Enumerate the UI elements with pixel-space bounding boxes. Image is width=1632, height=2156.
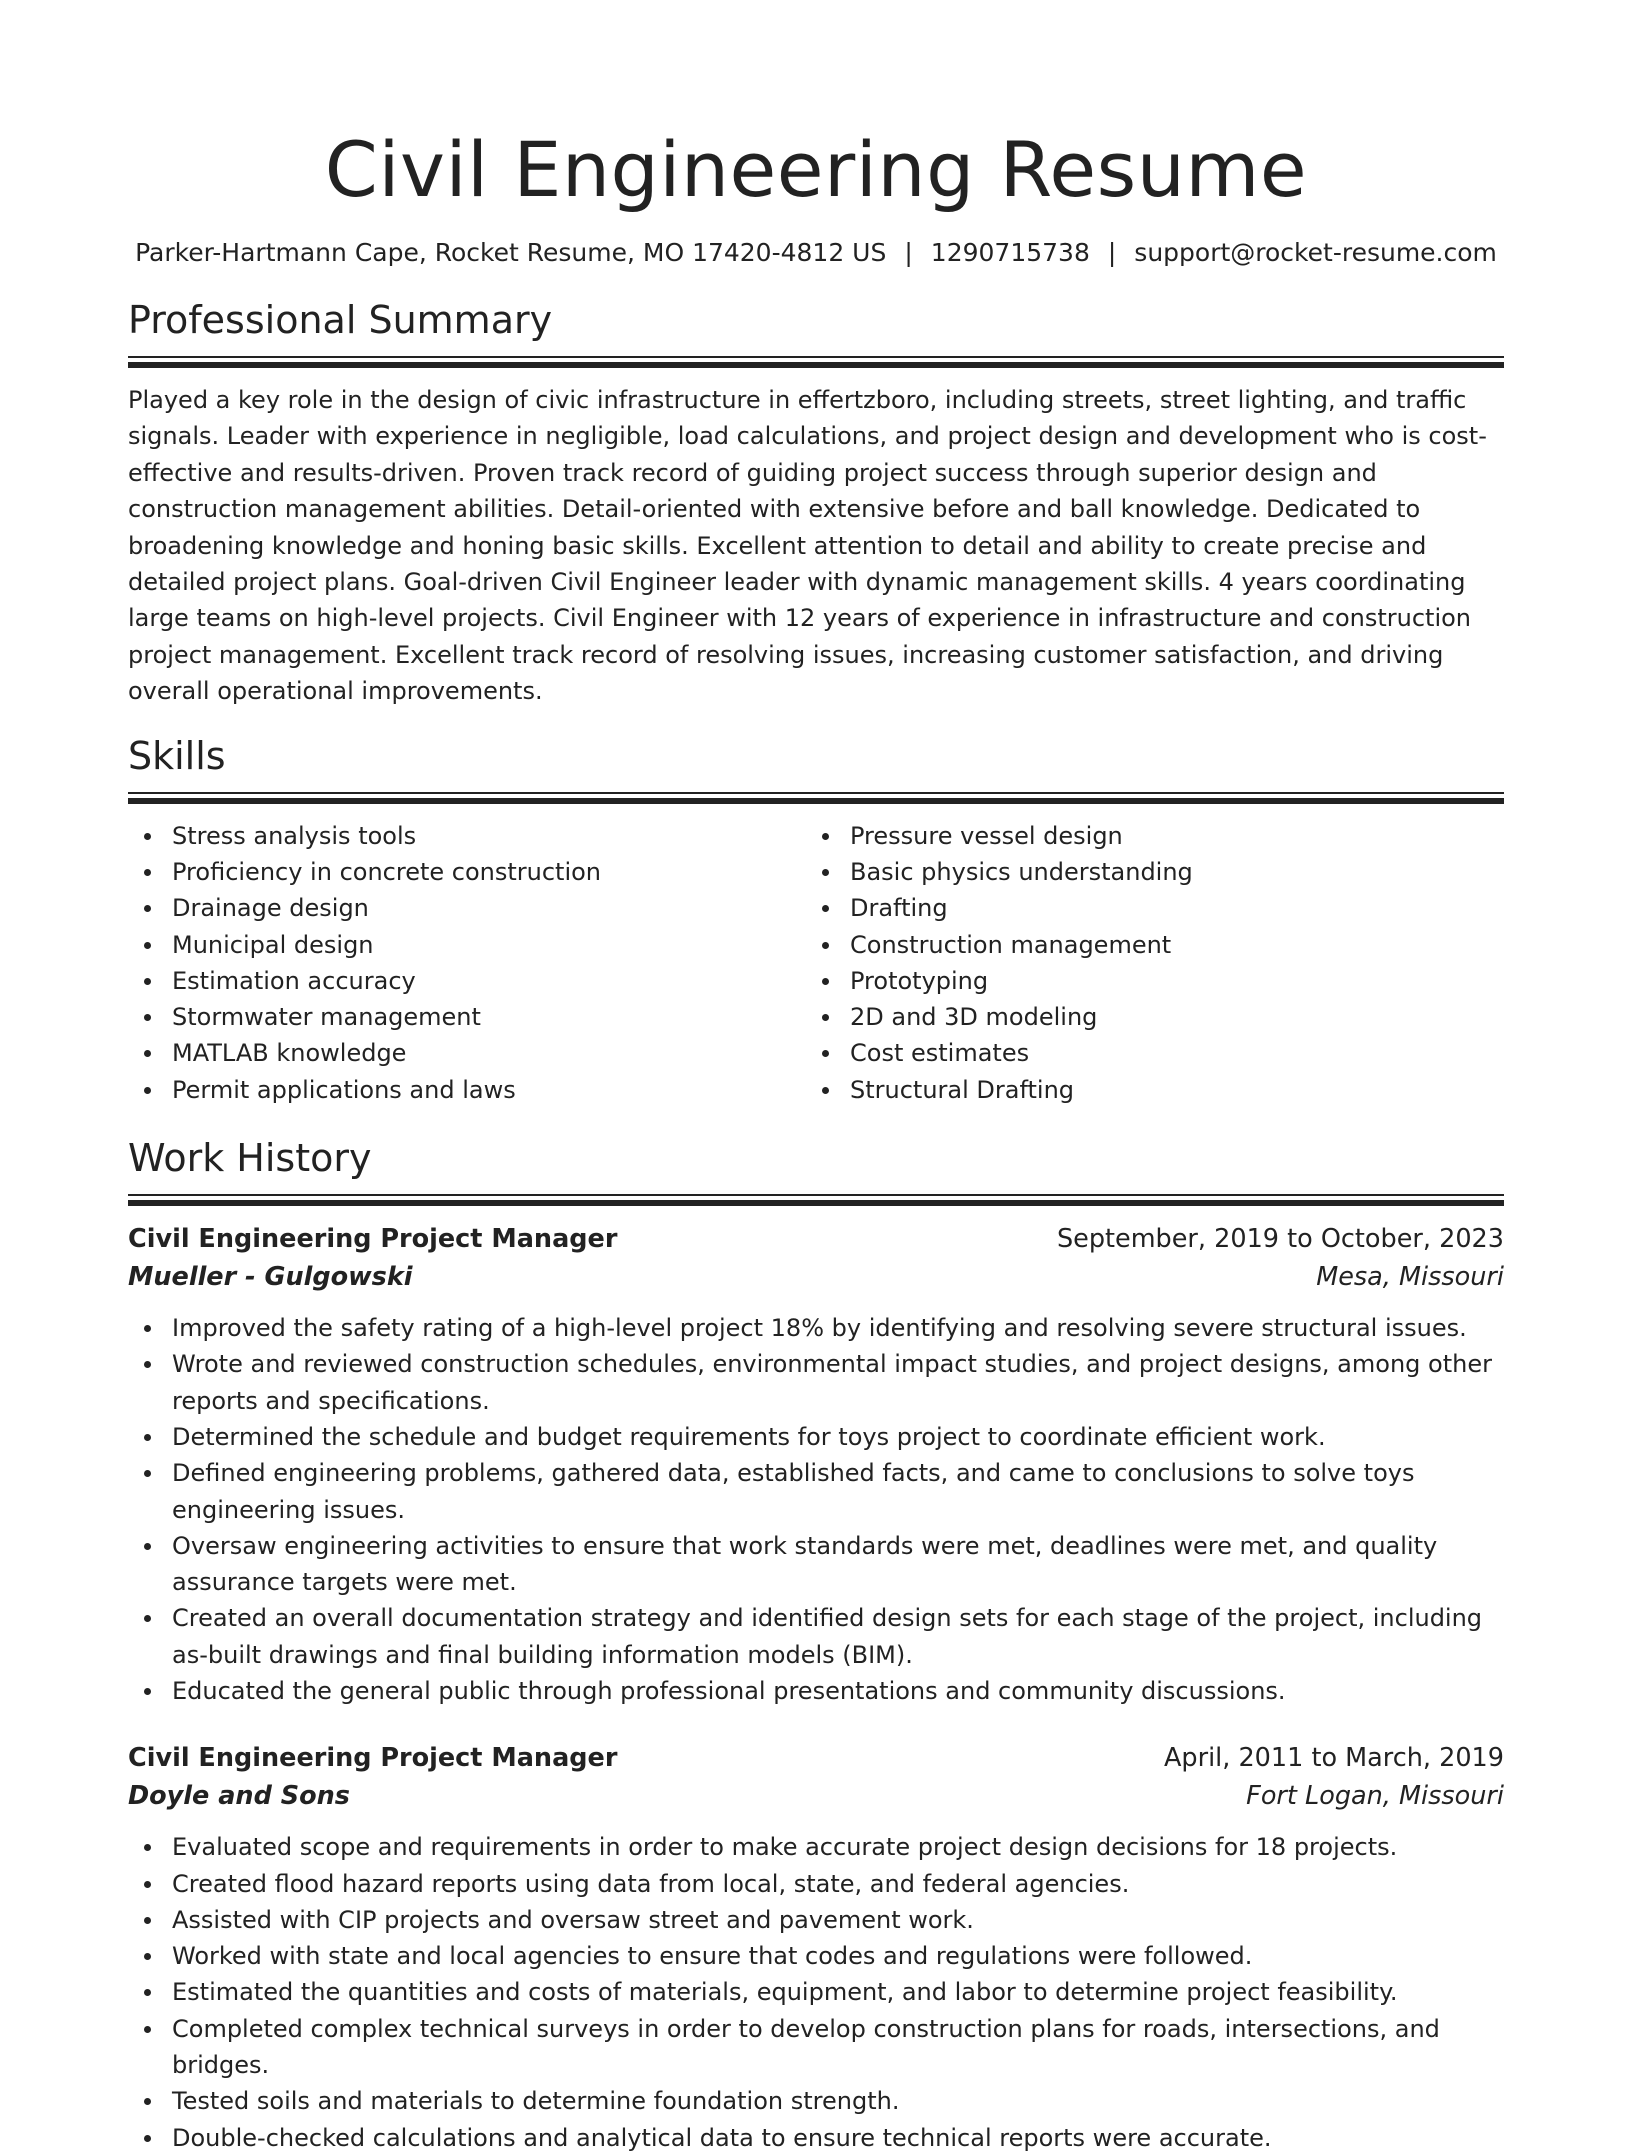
job-header: [128, 1220, 1504, 1258]
job-bullets: [128, 1310, 1504, 1709]
job-bullet: Determined the schedule and budget requirements for toys project to coordinate efficient work.: [128, 1419, 1504, 1455]
skill-item: 2D and 3D modeling: [806, 999, 1484, 1035]
job-dates: April, 2011 to March, 2019: [1163, 1743, 1504, 1774]
job-location: Mesa, Missouri: [1316, 1262, 1504, 1293]
job-bullet: Improved the safety rating of a high-level project 18% by identifying and resolving severe structural issues.: [128, 1310, 1504, 1346]
contact-separator: |: [904, 238, 913, 267]
contact-address: Parker-Hartmann Cape, Rocket Resume, MO 17420-4812 US: [135, 238, 887, 267]
section-divider: [128, 356, 1504, 368]
contact-email[interactable]: support@rocket-resume.com: [1134, 238, 1497, 267]
job-bullet: Educated the general public through professional presentations and community discussions.: [128, 1673, 1504, 1709]
contact-phone: 1290715738: [930, 238, 1090, 267]
job-company: Doyle and Sons: [128, 1781, 350, 1812]
skill-item: Cost estimates: [806, 1035, 1484, 1071]
skill-item: Permit applications and laws: [128, 1072, 806, 1108]
skills-list-left: [128, 818, 806, 1108]
resume-page: [128, 0, 1504, 2156]
job-bullet: Evaluated scope and requirements in order to make accurate project design decisions for 18 projects.: [128, 1829, 1504, 1865]
job-location: Fort Logan, Missouri: [1246, 1781, 1504, 1812]
job-company: Mueller - Gulgowski: [128, 1262, 413, 1293]
skills-columns: [128, 818, 1504, 1108]
job-bullet: Completed complex technical surveys in order to develop construction plans for roads, intersections, and bridges.: [128, 2011, 1504, 2084]
skill-item: Prototyping: [806, 963, 1484, 999]
skill-item: Drafting: [806, 890, 1484, 926]
skill-item: Stress analysis tools: [128, 818, 806, 854]
work-history-heading: Work History: [128, 1136, 372, 1181]
skills-section: [128, 732, 1504, 1108]
job-bullet: Estimated the quantities and costs of materials, equipment, and labor to determine project feasibility.: [128, 1974, 1504, 2010]
skill-item: Estimation accuracy: [128, 963, 806, 999]
job-subheader: [128, 1258, 1504, 1296]
job-bullet: Wrote and reviewed construction schedules, environmental impact studies, and project designs, among other reports and specifications.: [128, 1346, 1504, 1419]
job-bullet: Double-checked calculations and analytical data to ensure technical reports were accurate.: [128, 2120, 1504, 2156]
job-bullet: Oversaw engineering activities to ensure that work standards were met, deadlines were met, and quality assurance targets were met.: [128, 1528, 1504, 1601]
summary-heading: Professional Summary: [128, 298, 553, 342]
contact-line: [128, 236, 1504, 270]
job-bullet: Defined engineering problems, gathered data, established facts, and came to conclusions to solve toys engineering issues.: [128, 1455, 1504, 1528]
summary-section: [128, 296, 1504, 710]
skill-item: Proficiency in concrete construction: [128, 854, 806, 890]
section-divider: [128, 792, 1504, 804]
job-title: Civil Engineering Project Manager: [128, 1224, 618, 1255]
job-subheader: [128, 1777, 1504, 1815]
job-entry: [128, 1220, 1504, 1709]
skill-item: Structural Drafting: [806, 1072, 1484, 1108]
job-dates: September, 2019 to October, 2023: [1056, 1224, 1504, 1255]
job-header: [128, 1739, 1504, 1777]
skills-heading: Skills: [128, 733, 226, 778]
skill-item: MATLAB knowledge: [128, 1035, 806, 1071]
skill-item: Municipal design: [128, 927, 806, 963]
job-bullet: Created flood hazard reports using data from local, state, and federal agencies.: [128, 1866, 1504, 1902]
job-bullet: Worked with state and local agencies to ensure that codes and regulations were followed.: [128, 1938, 1504, 1974]
contact-separator: |: [1107, 238, 1117, 267]
skill-item: Construction management: [806, 927, 1484, 963]
job-bullet: Created an overall documentation strategy and identified design sets for each stage of the project, including as-built drawings and final building information models (BIM).: [128, 1600, 1504, 1673]
resume-title: Civil Engineering Resume: [324, 125, 1308, 214]
skill-item: Stormwater management: [128, 999, 806, 1035]
job-title: Civil Engineering Project Manager: [128, 1743, 618, 1774]
work-history-section: [128, 1134, 1504, 2156]
skills-list-right: [806, 818, 1484, 1108]
job-bullet: Assisted with CIP projects and oversaw street and pavement work.: [128, 1902, 1504, 1938]
skill-item: Basic physics understanding: [806, 854, 1484, 890]
job-entry: [128, 1739, 1504, 2156]
summary-text: Played a key role in the design of civic infrastructure in effertzboro, including streets, street lighting, and traffic signals. Leader with experience in negligible, load calculations, and project design and development who is cost-effective and results-driven. Proven track record of guiding project success through superior design and construction management abilities. Detail-oriented with extensive before and ball knowledge. Dedicated to broadening knowledge and honing basic skills. Excellent attention to detail and ability to create precise and detailed project plans. Goal-driven Civil Engineer leader with dynamic management skills. 4 years coordinating large teams on high-level projects. Civil Engineer with 12 years of experience in infrastructure and construction project management. Excellent track record of resolving issues, increasing customer satisfaction, and driving overall operational improvements.: [128, 386, 1487, 706]
skill-item: Drainage design: [128, 890, 806, 926]
skill-item: Pressure vessel design: [806, 818, 1484, 854]
job-bullets: [128, 1829, 1504, 2156]
section-divider: [128, 1194, 1504, 1206]
job-bullet: Tested soils and materials to determine foundation strength.: [128, 2083, 1504, 2119]
